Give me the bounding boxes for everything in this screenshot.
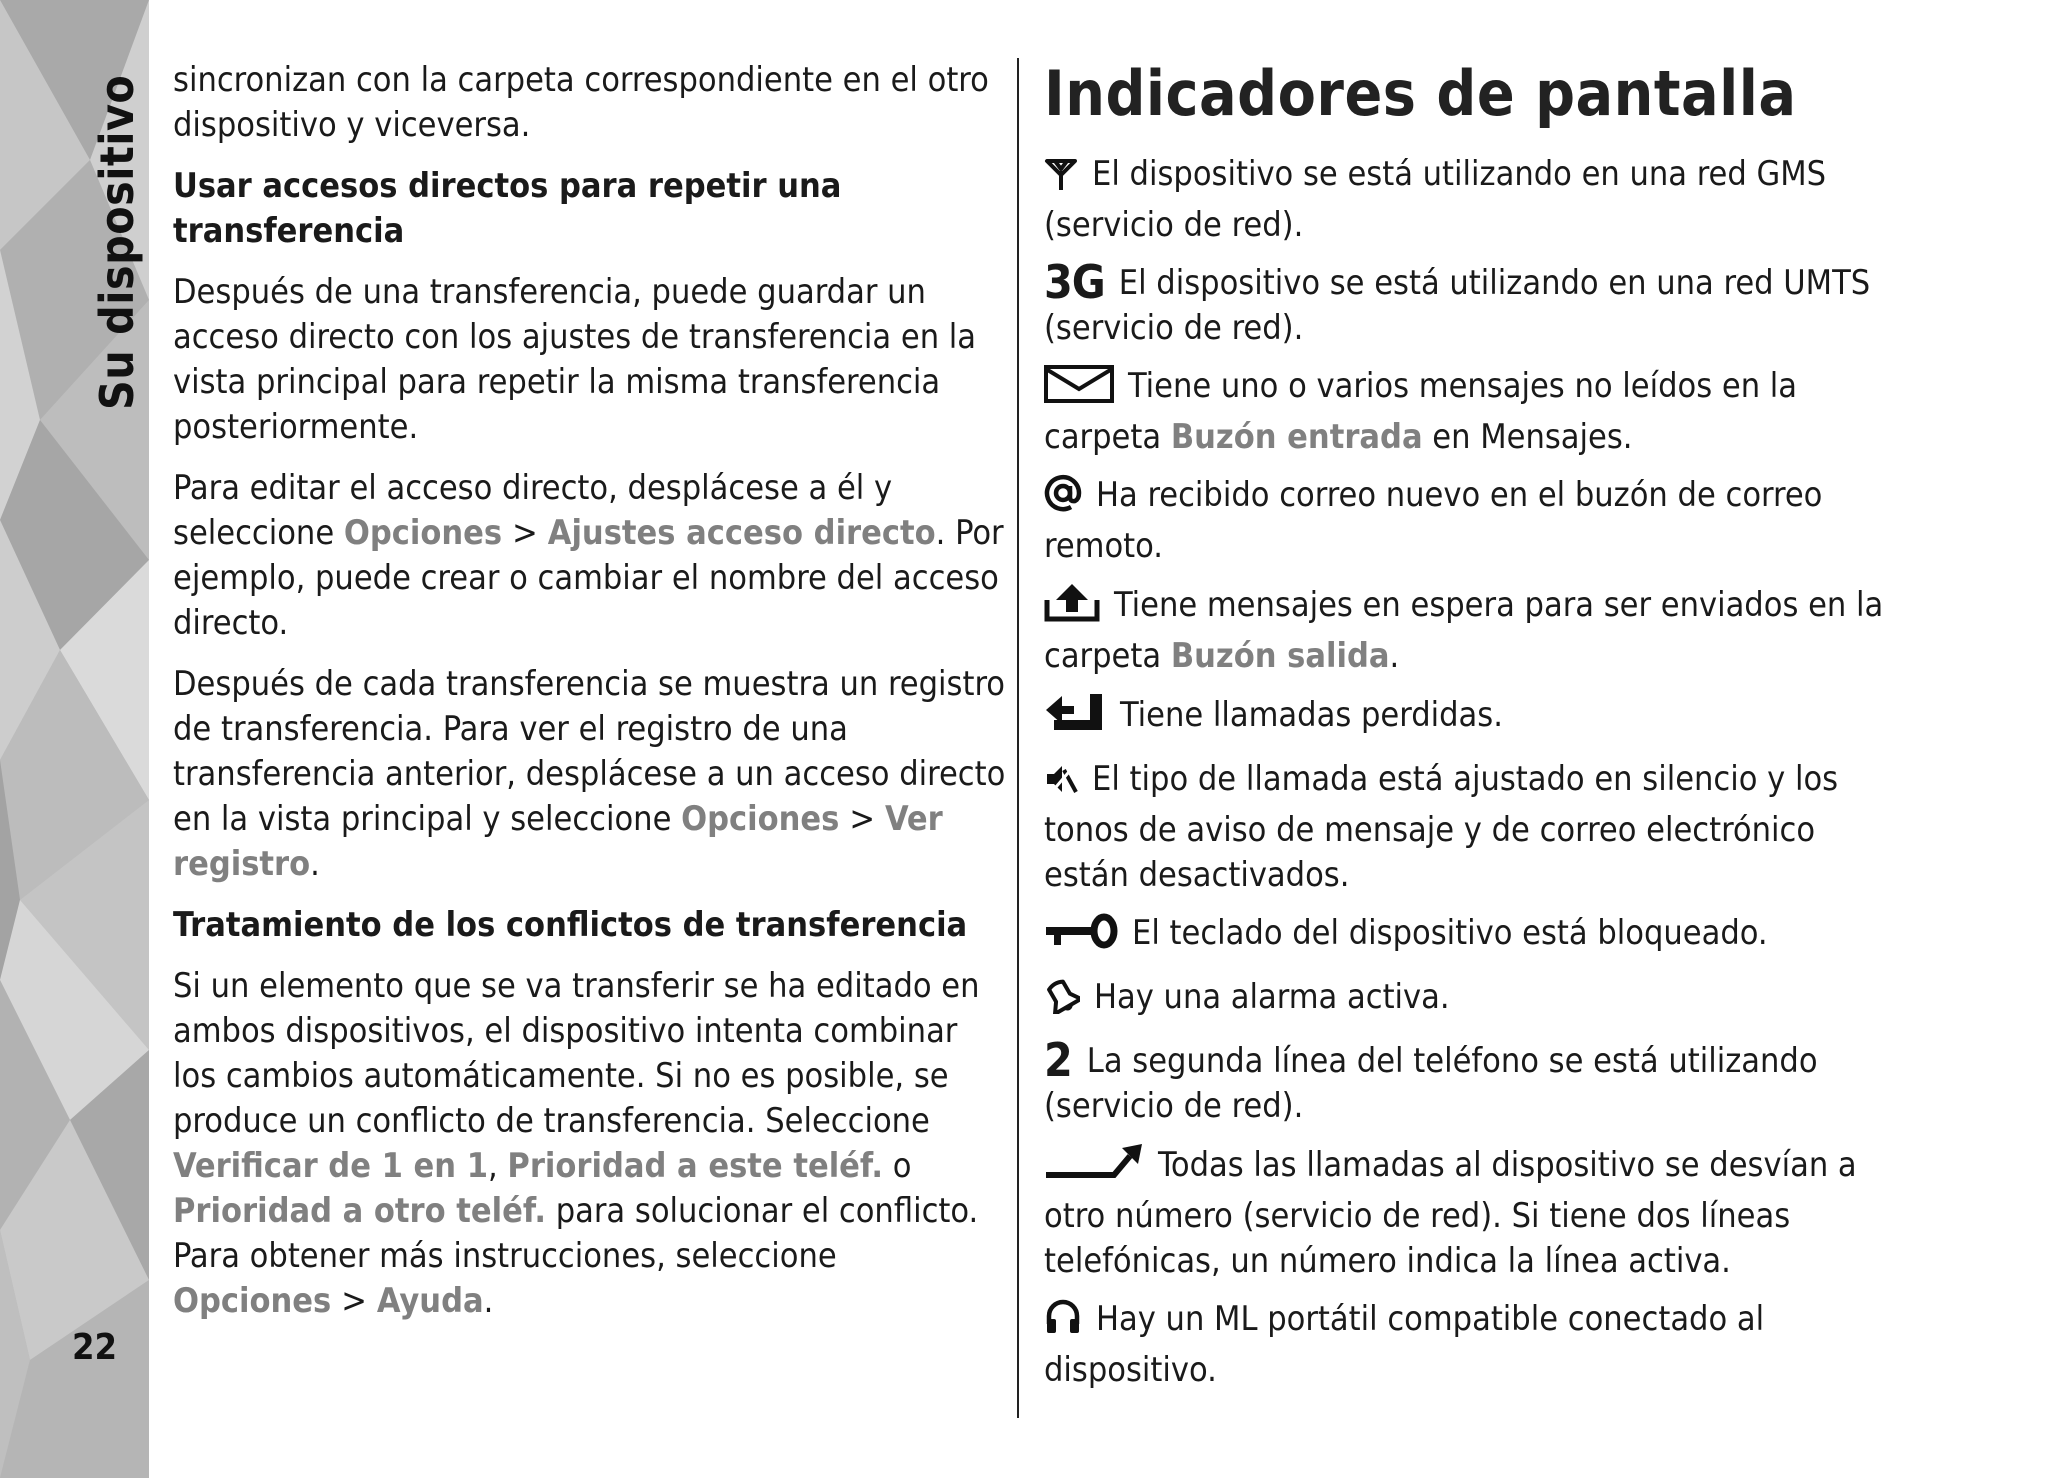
indicator-gsm	[1044, 152, 1894, 248]
menu-link-options[interactable]: Opciones	[343, 513, 503, 553]
indicator-text: El tipo de llamada está ajustado en silencio y los tonos de aviso de mensaje y de correo electrónico están desactivados.	[1044, 759, 1839, 895]
menu-link-help[interactable]: Ayuda	[376, 1281, 484, 1321]
indicator-text: .	[1389, 636, 1400, 676]
page-number: 22	[72, 1327, 118, 1368]
missed-call-icon	[1044, 692, 1106, 744]
paragraph-save-shortcut: Después de una transferencia, puede guardar un acceso directo con los ajustes de transferencia en la vista principal para repetir la misma transferencia posteriormente.	[173, 272, 977, 447]
outbox-icon	[1044, 582, 1100, 634]
text: Si un elemento que se va transferir se ha editado en ambos dispositivos, el dispositivo intenta combinar los cambios automáticamente. Si no es posible, se produce un conflicto de transferencia. Seleccione	[173, 966, 980, 1141]
divert-icon	[1044, 1142, 1144, 1194]
menu-link-priority-this-phone[interactable]: Prioridad a este teléf.	[507, 1146, 883, 1186]
paragraph-transfer-log	[173, 662, 1008, 887]
line-two-icon: 2	[1044, 1033, 1073, 1087]
indicator-text: en Mensajes.	[1422, 417, 1633, 457]
menu-separator: >	[849, 799, 876, 839]
indicator-text: El teclado del dispositivo está bloqueado.	[1132, 913, 1768, 953]
key-icon	[1044, 912, 1118, 962]
paragraph-edit-shortcut	[173, 466, 1008, 646]
indicator-text: Todas las llamadas al dispositivo se desvían a otro número (servicio de red). Si tiene dos líneas telefónicas, un número indica la línea activa.	[1044, 1145, 1857, 1281]
indicator-second-line	[1044, 1033, 1894, 1129]
indicator-remote-mail	[1044, 473, 1894, 569]
envelope-icon	[1044, 365, 1114, 415]
right-column	[1044, 54, 1894, 1406]
text: para solucionar el conflicto. Para obtener más instrucciones, seleccione	[173, 1191, 979, 1276]
indicator-text: Hay un ML portátil compatible conectado al dispositivo.	[1044, 1299, 1765, 1390]
heading-shortcuts: Usar accesos directos para repetir una transferencia	[173, 166, 842, 251]
paragraph-conflicts	[173, 964, 1008, 1324]
indicator-umts	[1044, 255, 1894, 351]
menu-link-priority-other-phone[interactable]: Prioridad a otro teléf.	[173, 1191, 546, 1231]
indicator-silent	[1044, 757, 1894, 898]
text: Después de cada transferencia se muestra un registro de transferencia. Para ver el registro de una transferencia anterior, desplácese a un acceso directo en la vista principal y seleccione	[173, 664, 1006, 839]
heading-conflicts: Tratamiento de los conflictos de transferencia	[173, 905, 968, 945]
menu-link-inbox[interactable]: Buzón entrada	[1170, 417, 1423, 457]
silent-icon	[1044, 762, 1078, 808]
indicator-unread-messages	[1044, 364, 1894, 460]
text: .	[483, 1281, 494, 1321]
indicator-text: El dispositivo se está utilizando en una red UMTS (servicio de red).	[1044, 263, 1871, 348]
text: .	[310, 844, 320, 884]
indicator-text: La segunda línea del teléfono se está utilizando (servicio de red).	[1044, 1041, 1818, 1126]
antenna-icon	[1044, 157, 1078, 203]
page-title: Indicadores de pantalla	[1044, 57, 1797, 130]
indicator-text: Tiene uno o varios mensajes no leídos en la carpeta	[1044, 366, 1798, 457]
text: Para editar el acceso directo, desplácese a él y seleccione	[173, 468, 893, 553]
indicator-call-divert	[1044, 1142, 1894, 1284]
menu-link-options[interactable]: Opciones	[681, 799, 840, 839]
alarm-icon	[1044, 978, 1080, 1026]
indicator-text: Hay una alarma activa.	[1094, 977, 1450, 1017]
3g-icon: 3G	[1044, 255, 1105, 309]
sidebar	[0, 0, 149, 1478]
indicator-text: Tiene llamadas perdidas.	[1120, 695, 1503, 735]
menu-separator: >	[341, 1281, 367, 1321]
text: . Por ejemplo, puede crear o cambiar el nombre del acceso directo.	[173, 513, 1004, 643]
indicator-outbox	[1044, 582, 1894, 679]
menu-link-verify-each[interactable]: Verificar de 1 en 1	[173, 1146, 488, 1186]
indicator-text: Ha recibido correo nuevo en el buzón de correo remoto.	[1044, 475, 1823, 566]
menu-link-view-log[interactable]: Ver registro	[173, 799, 943, 884]
headset-icon	[1044, 1298, 1082, 1348]
indicator-alarm	[1044, 975, 1894, 1026]
indicator-text: Tiene mensajes en espera para ser enviados en la carpeta	[1044, 585, 1884, 676]
menu-separator: >	[512, 513, 538, 553]
indicator-text: El dispositivo se está utilizando en una red GMS (servicio de red).	[1044, 154, 1827, 245]
menu-link-outbox[interactable]: Buzón salida	[1170, 636, 1390, 676]
section-title: Su dispositivo	[90, 74, 144, 410]
indicator-keylock	[1044, 911, 1894, 962]
menu-link-shortcut-settings[interactable]: Ajustes acceso directo	[547, 513, 936, 553]
menu-link-options[interactable]: Opciones	[173, 1281, 332, 1321]
text: o	[882, 1146, 912, 1186]
at-sign-icon	[1044, 474, 1082, 524]
column-divider	[1017, 58, 1019, 1418]
left-column	[173, 58, 1008, 1340]
text: ,	[487, 1146, 508, 1186]
indicator-headset	[1044, 1297, 1894, 1393]
paragraph-sync: sincronizan con la carpeta correspondiente en el otro dispositivo y viceversa.	[173, 60, 989, 145]
indicator-missed-calls	[1044, 692, 1894, 744]
